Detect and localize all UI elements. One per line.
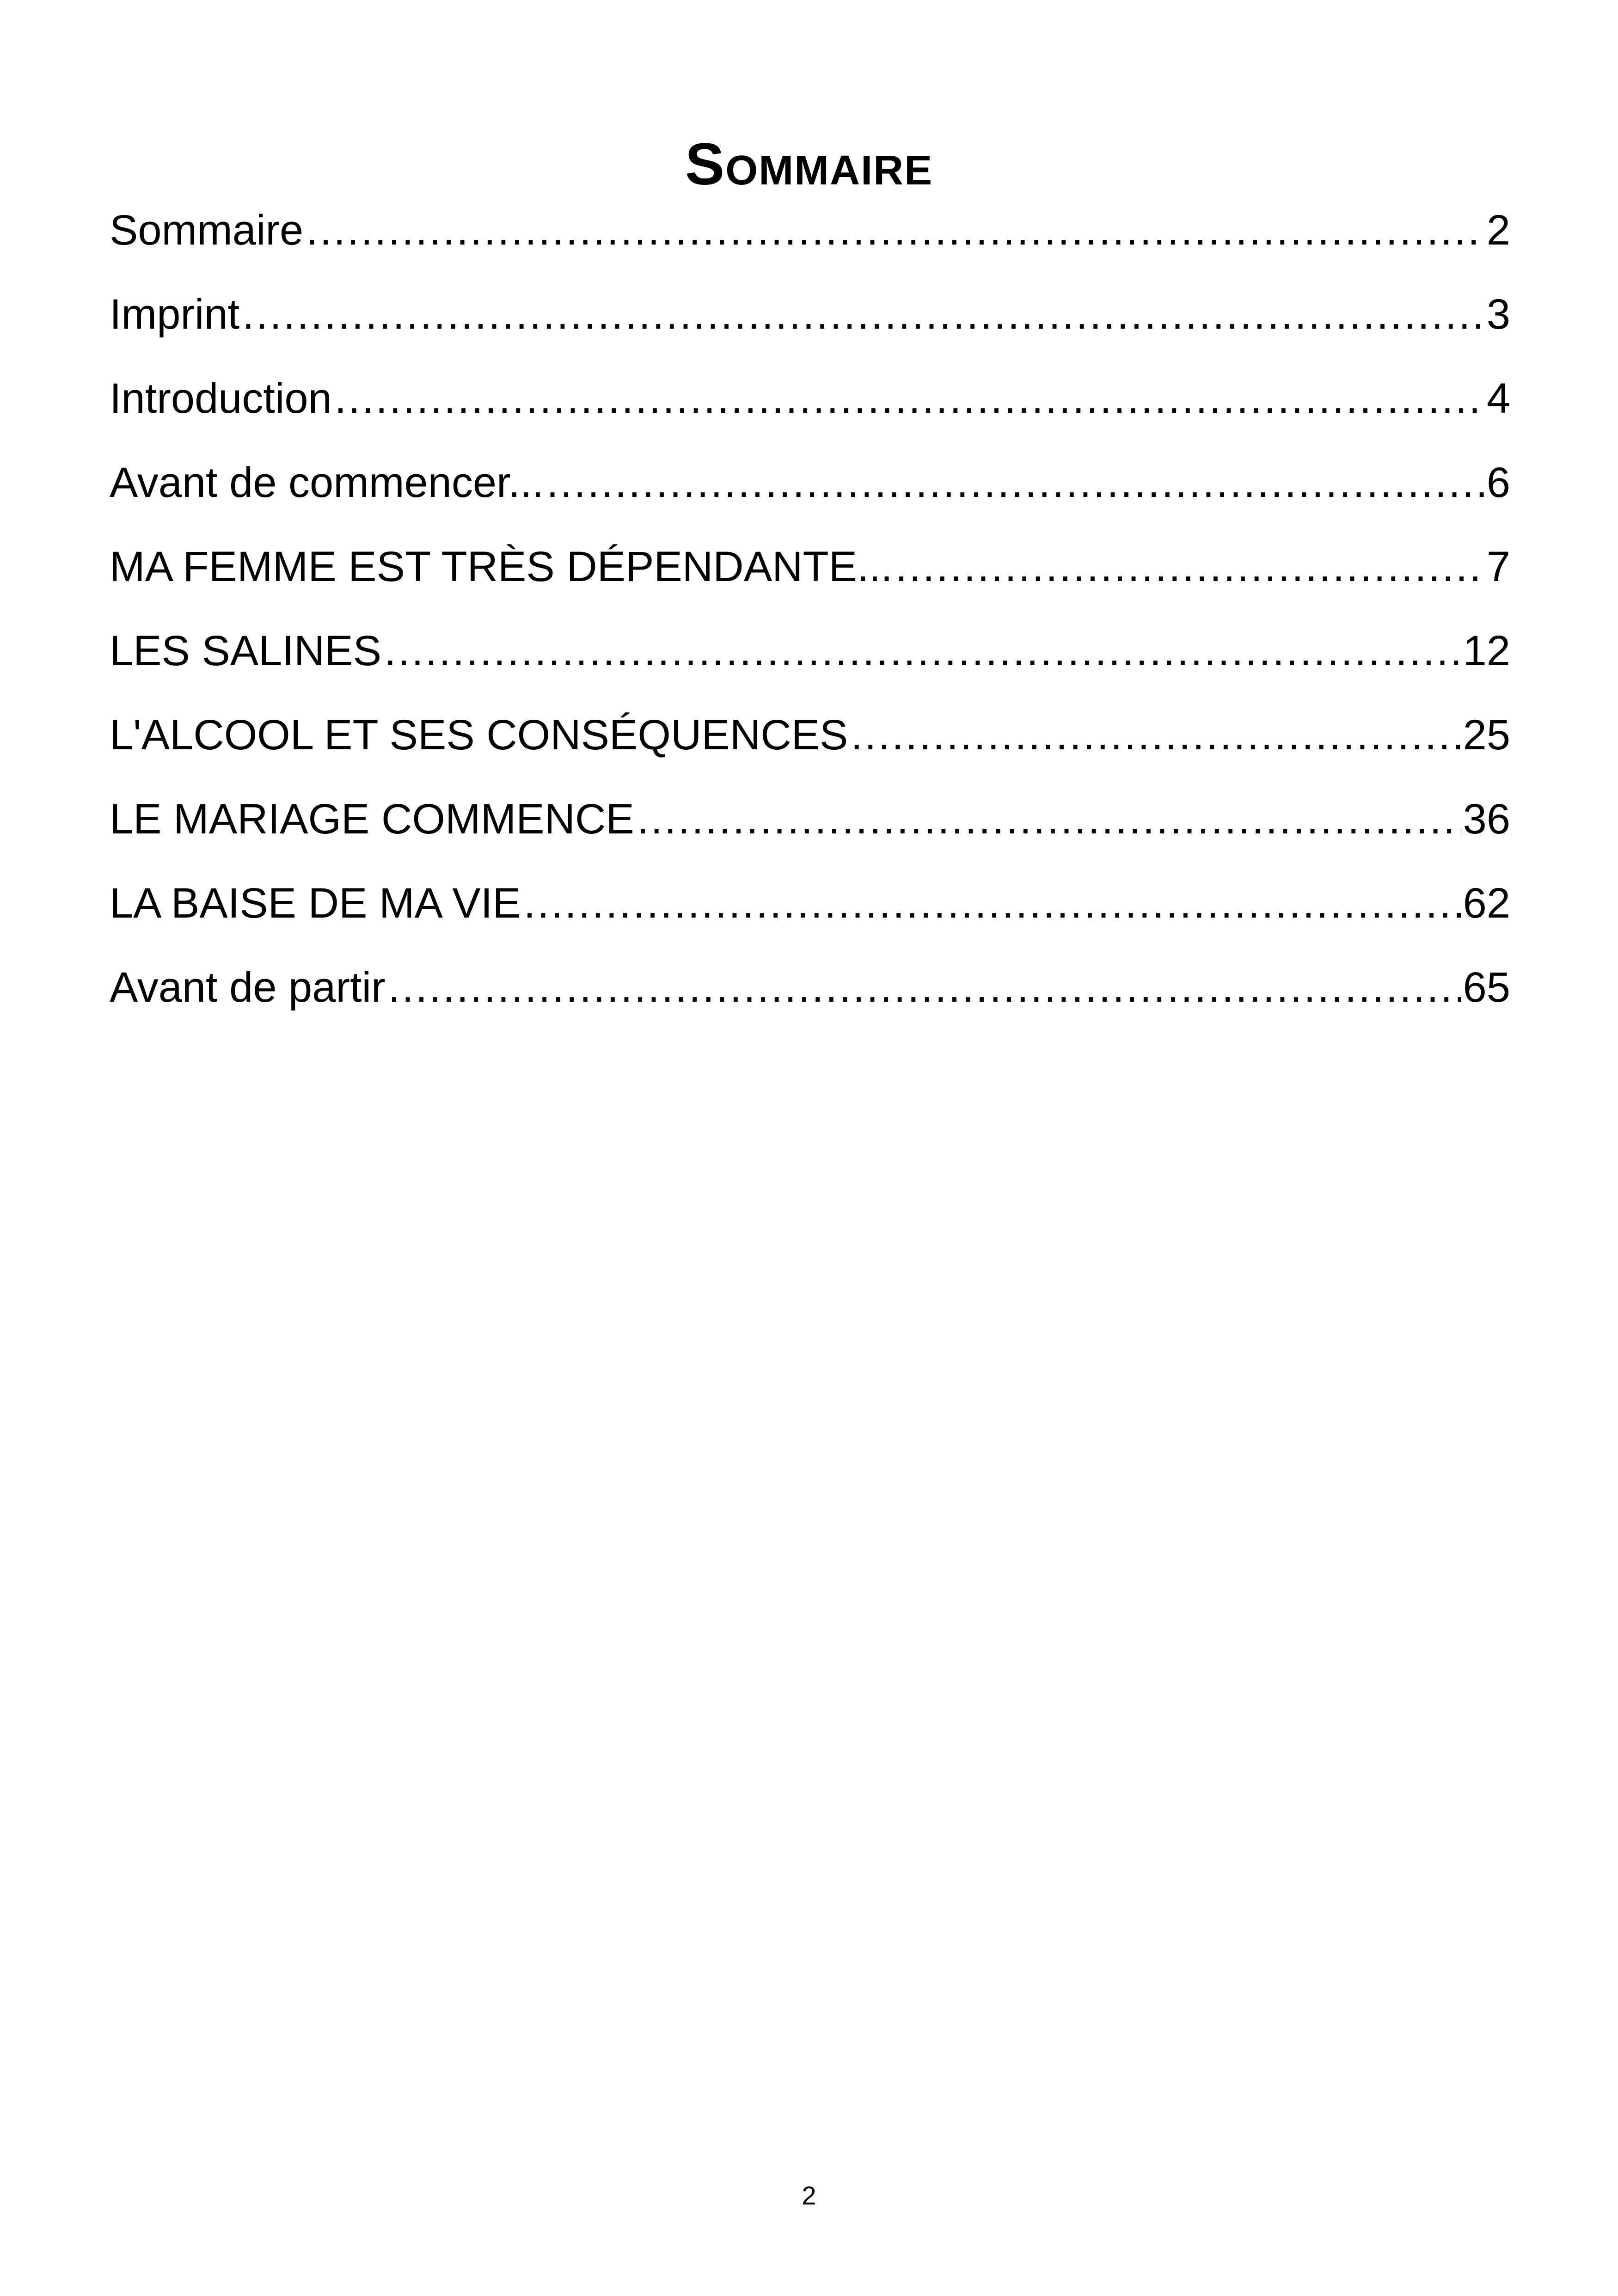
- toc-entry-label: Avant de partir: [110, 964, 386, 1011]
- toc-entry-label: Avant de commencer...: [110, 459, 544, 506]
- toc-dot-leader: [335, 366, 1485, 431]
- toc-dot-leader: [388, 955, 1461, 1020]
- toc-dot-leader: [895, 534, 1485, 599]
- toc-dot-leader: [851, 703, 1461, 767]
- toc-entry[interactable]: [110, 450, 1510, 534]
- toc-entry-label: MA FEMME EST TRÈS DÉPENDANTE...: [110, 543, 893, 590]
- page-title: Sommaire: [685, 131, 933, 197]
- toc-entry-label: L'ALCOOL ET SES CONSÉQUENCES: [110, 711, 848, 759]
- toc-entry-page: 2: [1486, 207, 1510, 254]
- toc-entry-page: 12: [1463, 627, 1510, 674]
- toc-entry[interactable]: [110, 534, 1510, 618]
- toc-dot-leader: [546, 450, 1485, 515]
- toc-entry-page: 62: [1463, 880, 1510, 927]
- toc-entry-label: LA BAISE DE MA VIE: [110, 880, 521, 927]
- toc-entry[interactable]: [110, 282, 1510, 366]
- toc-entry-page: 6: [1486, 459, 1510, 506]
- toc-entry[interactable]: [110, 198, 1510, 282]
- toc-entry-label: LES SALINES: [110, 627, 382, 674]
- toc-entry-page: 3: [1486, 291, 1510, 338]
- toc-entry[interactable]: [110, 366, 1510, 450]
- toc-entry-label: LE MARIAGE COMMENCE: [110, 796, 634, 843]
- toc-entry[interactable]: [110, 618, 1510, 703]
- toc-entry[interactable]: [110, 787, 1510, 871]
- toc-entry[interactable]: [110, 871, 1510, 955]
- toc-entry-label: Introduction: [110, 375, 332, 422]
- toc-entry-page: 25: [1463, 711, 1510, 759]
- table-of-contents: [110, 198, 1510, 1039]
- toc-entry[interactable]: [110, 955, 1510, 1039]
- toc-dot-leader: [242, 282, 1485, 347]
- toc-entry-page: 7: [1486, 543, 1510, 590]
- toc-dot-leader: [637, 787, 1461, 851]
- page-number: 2: [802, 2181, 816, 2210]
- toc-entry-label: Imprint: [110, 291, 240, 338]
- toc-entry-page: 65: [1463, 964, 1510, 1011]
- toc-entry-page: 36: [1463, 796, 1510, 843]
- toc-entry-page: 4: [1486, 375, 1510, 422]
- toc-dot-leader: [384, 618, 1461, 683]
- toc-dot-leader: [524, 871, 1461, 936]
- toc-entry[interactable]: [110, 703, 1510, 787]
- toc-entry-label: Sommaire: [110, 207, 304, 254]
- toc-dot-leader: [306, 198, 1485, 263]
